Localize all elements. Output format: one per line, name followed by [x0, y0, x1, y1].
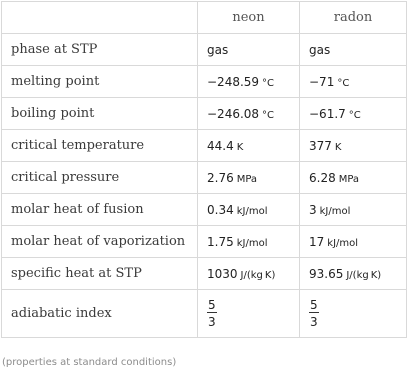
row-label: melting point: [2, 66, 198, 98]
header-blank-cell: [2, 2, 198, 34]
neon-value-cell: [198, 226, 300, 258]
value-number: −71: [309, 74, 335, 89]
value-unit: MPa: [236, 173, 258, 185]
header-neon: neon: [198, 2, 300, 34]
neon-value-cell: [198, 66, 300, 98]
footnote: (properties at standard conditions): [2, 357, 177, 368]
neon-value-cell: [198, 258, 300, 290]
radon-value-cell: [300, 194, 407, 226]
value-unit: °C: [348, 109, 361, 121]
table-row: [2, 162, 407, 194]
table-row: [2, 226, 407, 258]
value-unit: J/(kg K): [240, 269, 276, 281]
table-row: [2, 34, 407, 66]
value-number: 3: [309, 202, 317, 217]
table-row: [2, 130, 407, 162]
value-number: 0.34: [207, 202, 234, 217]
value-number: −61.7: [309, 106, 346, 121]
value-number: 377: [309, 138, 332, 153]
fraction-numerator: 5: [310, 298, 318, 312]
value-number: 6.28: [309, 170, 336, 185]
value-unit: K: [334, 141, 342, 153]
radon-value-cell: [300, 34, 407, 66]
value-unit: kJ/mol: [236, 237, 268, 249]
row-label: molar heat of fusion: [2, 194, 198, 226]
value-number: 17: [309, 234, 325, 249]
neon-value-cell: [198, 162, 300, 194]
value-number: 44.4: [207, 138, 234, 153]
table-row: [2, 290, 407, 338]
table-row: [2, 98, 407, 130]
value-number: 1.75: [207, 234, 234, 249]
value-unit: kJ/mol: [319, 205, 351, 217]
row-label: specific heat at STP: [2, 258, 198, 290]
value-unit: K: [236, 141, 244, 153]
value-number: 93.65: [309, 266, 344, 281]
value-number: 2.76: [207, 170, 234, 185]
row-label: phase at STP: [2, 34, 198, 66]
radon-value-cell: [300, 66, 407, 98]
radon-value-cell: [300, 98, 407, 130]
fraction-denominator: 3: [208, 315, 216, 329]
radon-value-cell: [300, 258, 407, 290]
properties-table: [1, 1, 407, 338]
value-number: gas: [207, 42, 229, 57]
fraction-numerator: 5: [208, 298, 216, 312]
row-label: adiabatic index: [2, 290, 198, 338]
value-number: 1030: [207, 266, 238, 281]
neon-value-cell: [198, 194, 300, 226]
fraction-denominator: 3: [310, 315, 318, 329]
row-label: critical pressure: [2, 162, 198, 194]
row-label: molar heat of vaporization: [2, 226, 198, 258]
value-number: −248.59: [207, 74, 260, 89]
radon-value-cell: [300, 162, 407, 194]
neon-value-cell: [198, 34, 300, 66]
radon-value-cell: [300, 290, 407, 338]
value-unit: °C: [262, 77, 275, 89]
value-number: −246.08: [207, 106, 260, 121]
fraction: [309, 298, 319, 329]
neon-value-cell: [198, 130, 300, 162]
value-unit: kJ/mol: [327, 237, 359, 249]
header-radon: radon: [300, 2, 407, 34]
table-row: [2, 258, 407, 290]
radon-value-cell: [300, 130, 407, 162]
fraction: [207, 298, 217, 329]
table-row: [2, 194, 407, 226]
table-header-row: [2, 2, 407, 34]
radon-value-cell: [300, 226, 407, 258]
neon-value-cell: [198, 290, 300, 338]
value-unit: MPa: [338, 173, 360, 185]
value-unit: kJ/mol: [236, 205, 268, 217]
value-unit: J/(kg K): [346, 269, 382, 281]
value-unit: °C: [262, 109, 275, 121]
row-label: critical temperature: [2, 130, 198, 162]
table-row: [2, 66, 407, 98]
value-unit: °C: [337, 77, 350, 89]
row-label: boiling point: [2, 98, 198, 130]
value-number: gas: [309, 42, 331, 57]
neon-value-cell: [198, 98, 300, 130]
